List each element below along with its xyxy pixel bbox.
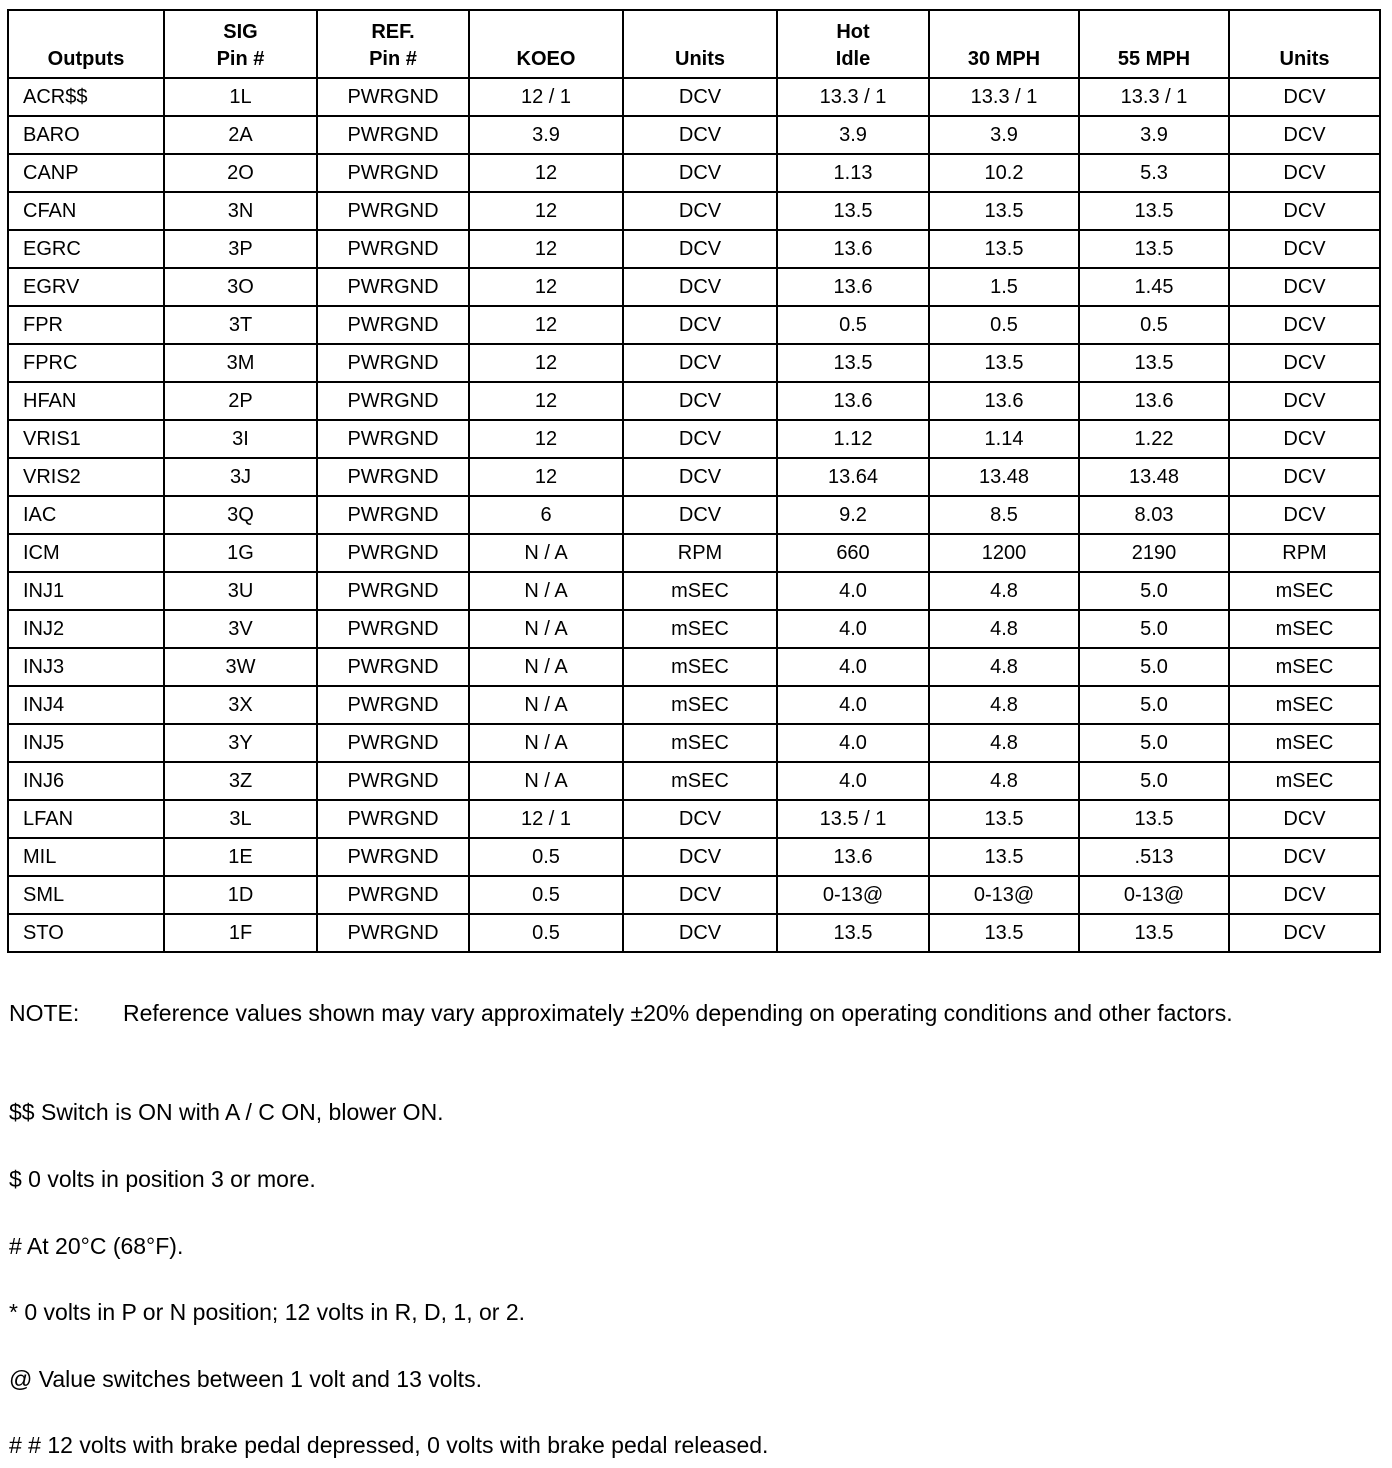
table-cell: VRIS1	[8, 420, 164, 458]
table-cell: DCV	[1229, 382, 1380, 420]
table-cell: 13.6	[777, 382, 929, 420]
table-cell: DCV	[623, 306, 777, 344]
table-cell: 0-13@	[929, 876, 1079, 914]
table-cell: 13.3 / 1	[929, 78, 1079, 116]
table-cell: 13.5	[777, 192, 929, 230]
table-cell: 12	[469, 230, 623, 268]
table-cell: PWRGND	[317, 648, 469, 686]
table-cell: 3U	[164, 572, 317, 610]
table-cell: DCV	[1229, 496, 1380, 534]
table-cell: PWRGND	[317, 534, 469, 572]
table-cell: DCV	[1229, 116, 1380, 154]
table-row	[8, 838, 1380, 876]
column-header: SIG Pin #	[164, 10, 317, 78]
column-header: 55 MPH	[1079, 10, 1229, 78]
table-cell: INJ3	[8, 648, 164, 686]
table-cell: PWRGND	[317, 458, 469, 496]
table-cell: N / A	[469, 724, 623, 762]
footnote: * 0 volts in P or N position; 12 volts in R, D, 1, or 2.	[9, 1299, 526, 1325]
footnote: # # 12 volts with brake pedal depressed, 0 volts with brake pedal released.	[9, 1432, 769, 1458]
column-header: Units	[623, 10, 777, 78]
table-cell: 1G	[164, 534, 317, 572]
table-cell: DCV	[1229, 914, 1380, 952]
table-cell: mSEC	[1229, 762, 1380, 800]
table-cell: SML	[8, 876, 164, 914]
table-cell: 13.5	[777, 914, 929, 952]
table-cell: 3I	[164, 420, 317, 458]
footnote: $ 0 volts in position 3 or more.	[9, 1166, 316, 1192]
table-cell: DCV	[623, 230, 777, 268]
table-cell: mSEC	[1229, 648, 1380, 686]
table-cell: DCV	[623, 876, 777, 914]
table-cell: 13.48	[1079, 458, 1229, 496]
table-cell: mSEC	[1229, 686, 1380, 724]
table-cell: 1.12	[777, 420, 929, 458]
table-cell: N / A	[469, 534, 623, 572]
table-cell: 8.03	[1079, 496, 1229, 534]
table-cell: 1.5	[929, 268, 1079, 306]
table-cell: 0-13@	[1079, 876, 1229, 914]
table-cell: 5.0	[1079, 762, 1229, 800]
table-row	[8, 382, 1380, 420]
table-cell: PWRGND	[317, 116, 469, 154]
table-cell: DCV	[1229, 458, 1380, 496]
table-cell: PWRGND	[317, 496, 469, 534]
table-cell: 3Q	[164, 496, 317, 534]
table-cell: 13.6	[777, 230, 929, 268]
table-cell: 4.0	[777, 686, 929, 724]
table-cell: 13.5 / 1	[777, 800, 929, 838]
table-cell: 12	[469, 458, 623, 496]
table-cell: FPR	[8, 306, 164, 344]
table-cell: INJ2	[8, 610, 164, 648]
table-cell: RPM	[1229, 534, 1380, 572]
table-cell: 4.0	[777, 724, 929, 762]
table-cell: INJ6	[8, 762, 164, 800]
table-cell: CANP	[8, 154, 164, 192]
table-cell: 3.9	[469, 116, 623, 154]
table-cell: 12 / 1	[469, 78, 623, 116]
table-cell: PWRGND	[317, 686, 469, 724]
table-cell: 3N	[164, 192, 317, 230]
table-cell: ACR$$	[8, 78, 164, 116]
table-row	[8, 572, 1380, 610]
table-cell: 13.5	[929, 800, 1079, 838]
table-cell: VRIS2	[8, 458, 164, 496]
table-cell: 3Y	[164, 724, 317, 762]
table-row	[8, 800, 1380, 838]
table-cell: 0.5	[469, 914, 623, 952]
table-cell: DCV	[623, 78, 777, 116]
footnote: $$ Switch is ON with A / C ON, blower ON.	[9, 1099, 444, 1125]
table-row	[8, 762, 1380, 800]
table-cell: 2P	[164, 382, 317, 420]
table-cell: DCV	[623, 496, 777, 534]
table-cell: PWRGND	[317, 306, 469, 344]
table-cell: DCV	[1229, 800, 1380, 838]
table-row	[8, 192, 1380, 230]
table-cell: DCV	[623, 192, 777, 230]
table-cell: 0.5	[929, 306, 1079, 344]
table-row	[8, 496, 1380, 534]
output-reference-table	[7, 9, 1381, 953]
table-cell: DCV	[1229, 78, 1380, 116]
table-cell: PWRGND	[317, 876, 469, 914]
table-cell: 0-13@	[777, 876, 929, 914]
table-cell: 3M	[164, 344, 317, 382]
table-cell: DCV	[623, 116, 777, 154]
table-cell: mSEC	[623, 762, 777, 800]
table-cell: CFAN	[8, 192, 164, 230]
table-cell: DCV	[623, 914, 777, 952]
table-cell: PWRGND	[317, 420, 469, 458]
table-cell: DCV	[623, 154, 777, 192]
table-cell: N / A	[469, 648, 623, 686]
table-cell: PWRGND	[317, 914, 469, 952]
table-cell: 3T	[164, 306, 317, 344]
table-cell: 13.5	[929, 230, 1079, 268]
table-cell: 4.0	[777, 572, 929, 610]
table-cell: 2190	[1079, 534, 1229, 572]
table-cell: 13.5	[929, 192, 1079, 230]
table-cell: PWRGND	[317, 762, 469, 800]
table-cell: PWRGND	[317, 192, 469, 230]
table-cell: PWRGND	[317, 610, 469, 648]
table-cell: 3V	[164, 610, 317, 648]
table-cell: 1L	[164, 78, 317, 116]
table-cell: PWRGND	[317, 78, 469, 116]
table-cell: 3W	[164, 648, 317, 686]
table-header-row	[8, 10, 1380, 78]
table-cell: DCV	[623, 458, 777, 496]
table-cell: 0.5	[469, 876, 623, 914]
table-cell: ICM	[8, 534, 164, 572]
table-cell: PWRGND	[317, 230, 469, 268]
table-row	[8, 230, 1380, 268]
table-cell: 12 / 1	[469, 800, 623, 838]
table-cell: INJ1	[8, 572, 164, 610]
table-cell: 0.5	[777, 306, 929, 344]
table-cell: LFAN	[8, 800, 164, 838]
table-cell: 13.48	[929, 458, 1079, 496]
table-cell: STO	[8, 914, 164, 952]
table-cell: 660	[777, 534, 929, 572]
table-cell: 12	[469, 420, 623, 458]
table-cell: 13.5	[777, 344, 929, 382]
table-cell: 8.5	[929, 496, 1079, 534]
table-cell: BARO	[8, 116, 164, 154]
table-cell: 13.5	[929, 344, 1079, 382]
table-cell: 5.0	[1079, 572, 1229, 610]
table-cell: 4.8	[929, 610, 1079, 648]
table-cell: mSEC	[623, 724, 777, 762]
table-cell: mSEC	[623, 610, 777, 648]
table-cell: 5.0	[1079, 610, 1229, 648]
table-cell: 3Z	[164, 762, 317, 800]
table-cell: mSEC	[623, 648, 777, 686]
table-row	[8, 154, 1380, 192]
table-cell: 0.5	[469, 838, 623, 876]
column-header: 30 MPH	[929, 10, 1079, 78]
table-cell: N / A	[469, 572, 623, 610]
table-cell: MIL	[8, 838, 164, 876]
table-cell: DCV	[623, 344, 777, 382]
note-label: NOTE:	[9, 1000, 80, 1026]
table-row	[8, 420, 1380, 458]
table-row	[8, 648, 1380, 686]
table-cell: DCV	[1229, 420, 1380, 458]
table-cell: 3P	[164, 230, 317, 268]
table-cell: 4.0	[777, 762, 929, 800]
table-cell: PWRGND	[317, 382, 469, 420]
table-cell: INJ5	[8, 724, 164, 762]
table-cell: 1.14	[929, 420, 1079, 458]
table-cell: 12	[469, 382, 623, 420]
table-cell: DCV	[623, 382, 777, 420]
table-cell: 12	[469, 192, 623, 230]
table-cell: 13.5	[1079, 344, 1229, 382]
table-cell: 13.6	[777, 268, 929, 306]
table-row	[8, 534, 1380, 572]
table-cell: 4.8	[929, 648, 1079, 686]
table-cell: 13.3 / 1	[1079, 78, 1229, 116]
table-cell: EGRC	[8, 230, 164, 268]
table-cell: 13.5	[1079, 800, 1229, 838]
table-cell: 3X	[164, 686, 317, 724]
table-cell: 2O	[164, 154, 317, 192]
table-cell: 3.9	[777, 116, 929, 154]
table-cell: PWRGND	[317, 154, 469, 192]
table-cell: 5.3	[1079, 154, 1229, 192]
table-cell: N / A	[469, 762, 623, 800]
table-cell: 3L	[164, 800, 317, 838]
table-cell: 13.5	[929, 838, 1079, 876]
column-header: Units	[1229, 10, 1380, 78]
table-cell: 5.0	[1079, 686, 1229, 724]
table-cell: 4.8	[929, 572, 1079, 610]
table-cell: 1E	[164, 838, 317, 876]
table-row	[8, 78, 1380, 116]
table-cell: DCV	[1229, 306, 1380, 344]
table-cell: 4.8	[929, 686, 1079, 724]
table-cell: 0.5	[1079, 306, 1229, 344]
table-cell: 13.6	[929, 382, 1079, 420]
column-header: KOEO	[469, 10, 623, 78]
table-cell: mSEC	[623, 686, 777, 724]
table-row	[8, 116, 1380, 154]
table-cell: PWRGND	[317, 800, 469, 838]
table-cell: INJ4	[8, 686, 164, 724]
table-cell: 12	[469, 306, 623, 344]
table-cell: DCV	[1229, 154, 1380, 192]
table-cell: mSEC	[1229, 724, 1380, 762]
table-cell: DCV	[1229, 838, 1380, 876]
table-row	[8, 724, 1380, 762]
table-cell: 13.5	[1079, 192, 1229, 230]
table-row	[8, 686, 1380, 724]
table-cell: 9.2	[777, 496, 929, 534]
table-cell: PWRGND	[317, 838, 469, 876]
table-cell: mSEC	[1229, 572, 1380, 610]
table-cell: 1F	[164, 914, 317, 952]
table-cell: FPRC	[8, 344, 164, 382]
table-cell: 3J	[164, 458, 317, 496]
table-cell: 13.64	[777, 458, 929, 496]
table-cell: N / A	[469, 610, 623, 648]
table-cell: 5.0	[1079, 648, 1229, 686]
table-row	[8, 876, 1380, 914]
table-cell: DCV	[623, 800, 777, 838]
table-cell: 3.9	[1079, 116, 1229, 154]
table-cell: PWRGND	[317, 268, 469, 306]
table-cell: 1.45	[1079, 268, 1229, 306]
table-cell: PWRGND	[317, 572, 469, 610]
table-cell: HFAN	[8, 382, 164, 420]
table-row	[8, 458, 1380, 496]
table-cell: 4.8	[929, 762, 1079, 800]
table-cell: 13.3 / 1	[777, 78, 929, 116]
table-cell: DCV	[623, 268, 777, 306]
note-block	[9, 996, 1369, 1031]
table-row	[8, 914, 1380, 952]
table-cell: 12	[469, 154, 623, 192]
table-cell: 13.5	[1079, 230, 1229, 268]
table-cell: DCV	[1229, 344, 1380, 382]
table-cell: 12	[469, 268, 623, 306]
table-cell: 4.8	[929, 724, 1079, 762]
table-cell: 1200	[929, 534, 1079, 572]
table-cell: DCV	[623, 420, 777, 458]
column-header: Outputs	[8, 10, 164, 78]
table-row	[8, 268, 1380, 306]
table-cell: 1D	[164, 876, 317, 914]
table-row	[8, 344, 1380, 382]
table-cell: mSEC	[623, 572, 777, 610]
table-cell: 3O	[164, 268, 317, 306]
table-cell: 2A	[164, 116, 317, 154]
column-header: REF. Pin #	[317, 10, 469, 78]
table-cell: 13.6	[1079, 382, 1229, 420]
table-cell: 13.5	[929, 914, 1079, 952]
table-cell: 5.0	[1079, 724, 1229, 762]
table-cell: EGRV	[8, 268, 164, 306]
table-cell: 4.0	[777, 648, 929, 686]
table-cell: IAC	[8, 496, 164, 534]
table-cell: PWRGND	[317, 344, 469, 382]
table-cell: 4.0	[777, 610, 929, 648]
table-cell: 3.9	[929, 116, 1079, 154]
table-cell: DCV	[1229, 876, 1380, 914]
table-cell: 1.13	[777, 154, 929, 192]
table-cell: 6	[469, 496, 623, 534]
footnote: # At 20°C (68°F).	[9, 1233, 184, 1259]
table-row	[8, 610, 1380, 648]
note-text: Reference values shown may vary approximately ±20% depending on operating conditions and other factors.	[123, 1000, 1233, 1026]
table-cell: DCV	[1229, 268, 1380, 306]
table-cell: 13.6	[777, 838, 929, 876]
table-cell: PWRGND	[317, 724, 469, 762]
table-cell: DCV	[1229, 230, 1380, 268]
table-cell: 12	[469, 344, 623, 382]
footnote: @ Value switches between 1 volt and 13 volts.	[9, 1366, 482, 1392]
table-cell: DCV	[623, 838, 777, 876]
table-cell: 13.5	[1079, 914, 1229, 952]
column-header: Hot Idle	[777, 10, 929, 78]
table-cell: 10.2	[929, 154, 1079, 192]
table-cell: N / A	[469, 686, 623, 724]
table-cell: RPM	[623, 534, 777, 572]
table-cell: .513	[1079, 838, 1229, 876]
table-cell: 1.22	[1079, 420, 1229, 458]
table-cell: mSEC	[1229, 610, 1380, 648]
table-row	[8, 306, 1380, 344]
table-cell: DCV	[1229, 192, 1380, 230]
